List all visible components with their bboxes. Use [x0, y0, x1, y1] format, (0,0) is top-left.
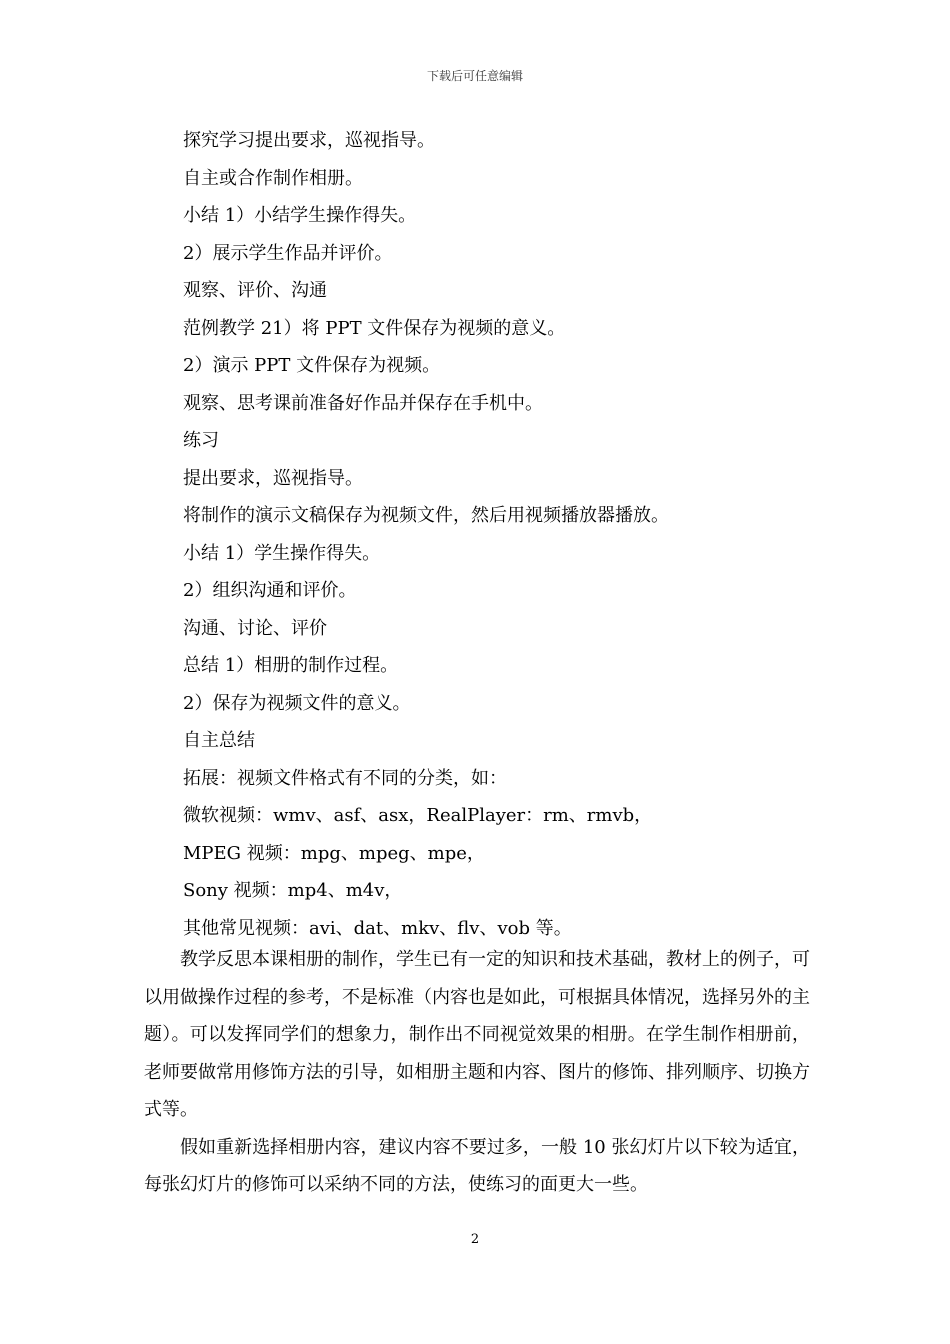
paragraph-reflection: 教学反思本课相册的制作，学生已有一定的知识和技术基础，教材上的例子，可以用做操作过程的参考，不是标准（内容也是如此，可根据具体情况，选择另外的主题）。可以发挥同学们的想象力，制作出不同视觉效果的相册。在学生制作相册前，老师要做常用修饰方法的引导，如相册主题和内容、图片的修饰、排列顺序、切换方式等。 — [144, 949, 810, 1120]
text-line: 微软视频：wmv、asf、asx，RealPlayer：rm、rmvb， — [183, 805, 653, 826]
text-line: 探究学习提出要求，巡视指导。 — [183, 130, 435, 151]
page-header: 下载后可任意编辑 — [426, 69, 523, 83]
text-line: 提出要求，巡视指导。 — [183, 467, 363, 489]
text-line: 2）组织沟通和评价。 — [183, 580, 357, 601]
text-line: 总结 1）相册的制作过程。 — [183, 655, 399, 676]
text-line: 小结 1）小结学生操作得失。 — [183, 205, 417, 226]
text-line: 拓展：视频文件格式有不同的分类，如： — [183, 767, 507, 789]
text-line: 沟通、讨论、评价 — [183, 617, 327, 639]
text-line: 自主总结 — [183, 730, 255, 751]
page-number: 2 — [470, 1232, 480, 1247]
text-line: 将制作的演示文稿保存为视频文件，然后用视频播放器播放。 — [183, 505, 669, 526]
paragraph-suggestion: 假如重新选择相册内容，建议内容不要过多，一般 10 张幻灯片以下较为适宜，每张幻灯片的修饰可以采纳不同的方法，使练习的面更大一些。 — [144, 1136, 810, 1195]
text-line: 观察、思考课前准备好作品并保存在手机中。 — [183, 392, 543, 414]
text-line: 自主或合作制作相册。 — [183, 167, 363, 189]
text-line: 范例教学 21）将 PPT 文件保存为视频的意义。 — [183, 317, 566, 339]
text-line: 2）保存为视频文件的意义。 — [183, 692, 411, 714]
text-line: Sony 视频：mp4、m4v， — [183, 880, 403, 901]
text-line: 练习 — [183, 430, 219, 451]
text-line: 其他常见视频：avi、dat、mkv、flv、vob 等。 — [183, 917, 572, 939]
reflection-paragraphs — [144, 941, 810, 1204]
text-line: 2）演示 PPT 文件保存为视频。 — [183, 355, 441, 376]
text-line: 小结 1）学生操作得失。 — [183, 542, 381, 564]
text-line: 2）展示学生作品并评价。 — [183, 242, 393, 264]
outline-lines — [183, 122, 823, 947]
text-line: 观察、评价、沟通 — [183, 280, 327, 301]
text-line: MPEG 视频：mpg、mpeg、mpe， — [183, 842, 485, 864]
